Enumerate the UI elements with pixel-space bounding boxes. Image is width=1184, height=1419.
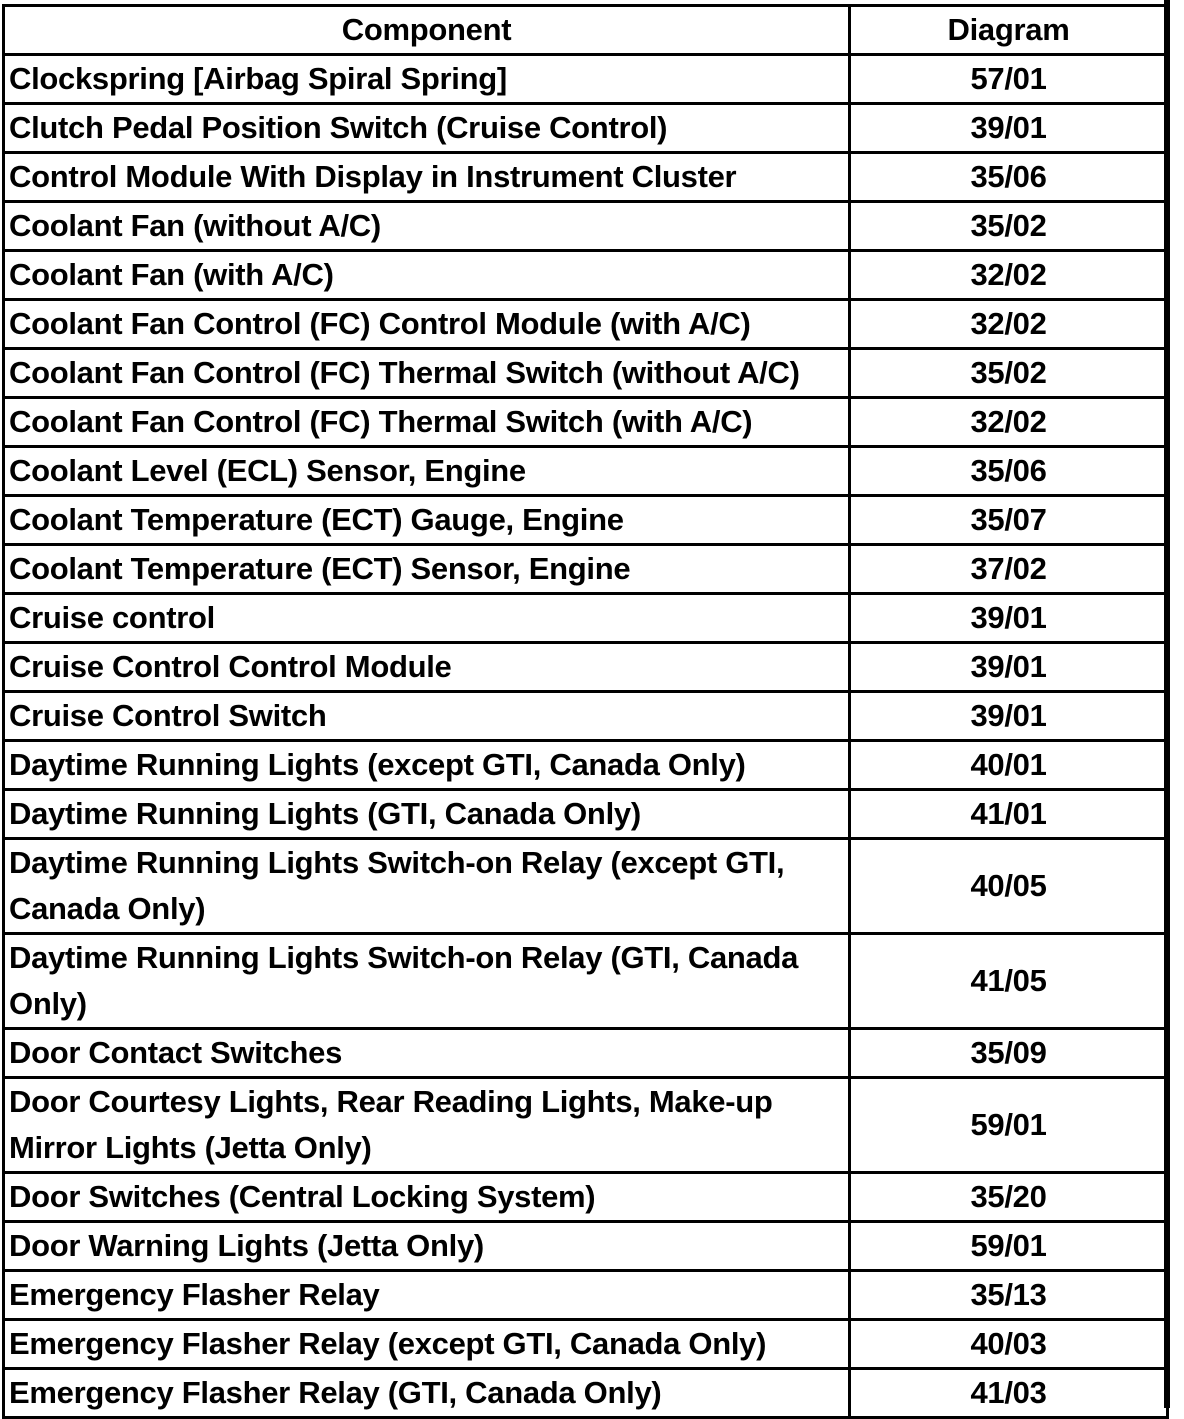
table-row: [4, 1369, 1168, 1418]
diagram-cell: 35/06: [850, 153, 1168, 202]
table-row: [4, 934, 1168, 1029]
table-row: [4, 594, 1168, 643]
diagram-cell: 59/01: [850, 1078, 1168, 1173]
diagram-cell: 41/01: [850, 790, 1168, 839]
table-row: [4, 1078, 1168, 1173]
table-row: [4, 790, 1168, 839]
component-cell: Emergency Flasher Relay (except GTI, Canada Only): [4, 1320, 850, 1369]
component-cell: Door Contact Switches: [4, 1029, 850, 1078]
table-row: [4, 545, 1168, 594]
component-cell: Coolant Temperature (ECT) Sensor, Engine: [4, 545, 850, 594]
component-cell: Coolant Fan Control (FC) Thermal Switch (with A/C): [4, 398, 850, 447]
component-cell: Door Switches (Central Locking System): [4, 1173, 850, 1222]
table-header-row: [4, 6, 1168, 55]
diagram-cell: 57/01: [850, 55, 1168, 104]
component-cell: Clutch Pedal Position Switch (Cruise Control): [4, 104, 850, 153]
diagram-cell: 59/01: [850, 1222, 1168, 1271]
diagram-cell: 41/05: [850, 934, 1168, 1029]
diagram-cell: 40/01: [850, 741, 1168, 790]
table-row: [4, 202, 1168, 251]
component-cell: Coolant Level (ECL) Sensor, Engine: [4, 447, 850, 496]
diagram-cell: 40/03: [850, 1320, 1168, 1369]
table-row: [4, 55, 1168, 104]
diagram-cell: 41/03: [850, 1369, 1168, 1418]
table-row: [4, 349, 1168, 398]
component-cell: Daytime Running Lights (GTI, Canada Only): [4, 790, 850, 839]
table-row: [4, 741, 1168, 790]
component-cell: Door Warning Lights (Jetta Only): [4, 1222, 850, 1271]
page-right-border: [1164, 0, 1170, 1408]
table-row: [4, 1029, 1168, 1078]
table-row: [4, 643, 1168, 692]
component-cell: Coolant Fan Control (FC) Thermal Switch (without A/C): [4, 349, 850, 398]
table-row: [4, 1320, 1168, 1369]
component-cell: Daytime Running Lights Switch-on Relay (GTI, Canada Only): [4, 934, 850, 1029]
diagram-cell: 35/13: [850, 1271, 1168, 1320]
column-header-component: Component: [4, 6, 850, 55]
diagram-cell: 39/01: [850, 643, 1168, 692]
component-cell: Door Courtesy Lights, Rear Reading Lights, Make-up Mirror Lights (Jetta Only): [4, 1078, 850, 1173]
diagram-cell: 32/02: [850, 300, 1168, 349]
table-row: [4, 398, 1168, 447]
column-header-diagram: Diagram: [850, 6, 1168, 55]
component-index-table: [2, 4, 1169, 1419]
diagram-cell: 32/02: [850, 398, 1168, 447]
component-cell: Coolant Temperature (ECT) Gauge, Engine: [4, 496, 850, 545]
diagram-cell: 39/01: [850, 104, 1168, 153]
diagram-cell: 40/05: [850, 839, 1168, 934]
table-row: [4, 692, 1168, 741]
component-index-table-wrapper: [2, 4, 1169, 1419]
component-cell: Coolant Fan (with A/C): [4, 251, 850, 300]
table-row: [4, 496, 1168, 545]
diagram-cell: 35/09: [850, 1029, 1168, 1078]
table-row: [4, 104, 1168, 153]
diagram-cell: 35/06: [850, 447, 1168, 496]
component-cell: Emergency Flasher Relay (GTI, Canada Only): [4, 1369, 850, 1418]
diagram-cell: 39/01: [850, 594, 1168, 643]
diagram-cell: 35/07: [850, 496, 1168, 545]
component-cell: Coolant Fan Control (FC) Control Module (with A/C): [4, 300, 850, 349]
diagram-cell: 39/01: [850, 692, 1168, 741]
table-row: [4, 1271, 1168, 1320]
component-cell: Emergency Flasher Relay: [4, 1271, 850, 1320]
diagram-cell: 32/02: [850, 251, 1168, 300]
component-cell: Coolant Fan (without A/C): [4, 202, 850, 251]
table-row: [4, 1222, 1168, 1271]
component-cell: Cruise control: [4, 594, 850, 643]
table-row: [4, 447, 1168, 496]
table-row: [4, 300, 1168, 349]
component-cell: Cruise Control Control Module: [4, 643, 850, 692]
table-row: [4, 1173, 1168, 1222]
component-cell: Daytime Running Lights (except GTI, Canada Only): [4, 741, 850, 790]
diagram-cell: 35/02: [850, 349, 1168, 398]
table-row: [4, 251, 1168, 300]
component-cell: Control Module With Display in Instrument Cluster: [4, 153, 850, 202]
table-row: [4, 839, 1168, 934]
diagram-cell: 35/20: [850, 1173, 1168, 1222]
diagram-cell: 37/02: [850, 545, 1168, 594]
component-cell: Daytime Running Lights Switch-on Relay (except GTI, Canada Only): [4, 839, 850, 934]
component-cell: Cruise Control Switch: [4, 692, 850, 741]
table-row: [4, 153, 1168, 202]
diagram-cell: 35/02: [850, 202, 1168, 251]
component-cell: Clockspring [Airbag Spiral Spring]: [4, 55, 850, 104]
